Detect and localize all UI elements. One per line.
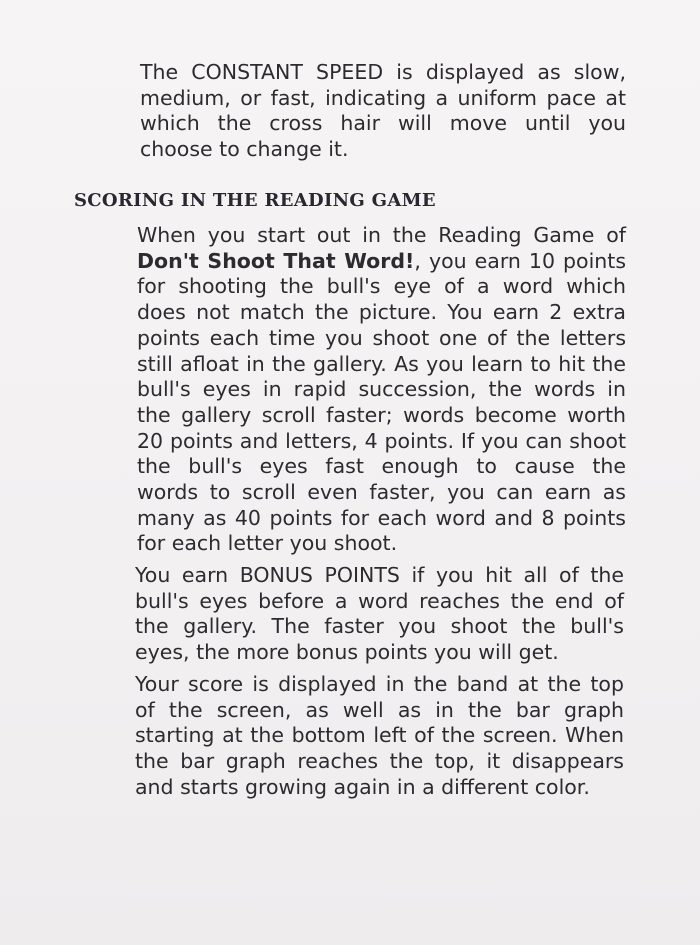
text-fragment: , you earn 10 points xyxy=(414,248,627,273)
text-line: still afloat in the gallery. As you learn to hit the xyxy=(137,351,626,376)
text-line: bull's eyes in rapid succession, the words in xyxy=(137,377,626,402)
text-line: the bull's eyes fast enough to cause the xyxy=(137,454,626,479)
text-line: words to scroll even faster, you can earn as xyxy=(137,480,626,505)
score-display-paragraph xyxy=(135,672,624,801)
text-line: the gallery. The faster you shoot the bull's xyxy=(135,614,624,639)
text-line: medium, or fast, indicating a uniform pace at xyxy=(140,85,626,110)
text-line: starting at the bottom left of the screen. When xyxy=(135,723,624,748)
text-line: for each letter you shoot. xyxy=(137,531,398,556)
text-line: When you start out in the Reading Game of xyxy=(137,223,626,247)
section-heading: SCORING IN THE READING GAME xyxy=(74,190,436,211)
text-line: for shooting the bull's eye of a word which xyxy=(137,274,626,299)
text-line: You earn BONUS POINTS if you hit all of the xyxy=(135,563,624,587)
constant-speed-paragraph xyxy=(140,60,626,163)
text-line: the gallery scroll faster; words become worth xyxy=(137,402,626,427)
text-line: choose to change it. xyxy=(140,137,349,162)
text-line: of the screen, as well as in the bar graph xyxy=(135,697,624,722)
bonus-points-paragraph xyxy=(135,563,624,666)
text-line: Your score is displayed in the band at the top xyxy=(135,672,624,696)
text-line: and starts growing again in a different color. xyxy=(135,774,590,799)
text-line: The CONSTANT SPEED is displayed as slow, xyxy=(140,60,626,84)
scoring-paragraph xyxy=(137,223,626,557)
text-line: eyes, the more bonus points you will get. xyxy=(135,640,559,665)
text-line: 20 points and letters, 4 points. If you can shoot xyxy=(137,428,626,453)
text-line: bull's eyes before a word reaches the end of xyxy=(135,588,624,613)
text-line: does not match the picture. You earn 2 extra xyxy=(137,300,626,325)
text-line xyxy=(137,249,626,275)
text-line: many as 40 points for each word and 8 points xyxy=(137,505,626,530)
game-title: Don't Shoot That Word! xyxy=(137,248,415,273)
text-line: which the cross hair will move until you xyxy=(140,111,626,136)
text-line: the bar graph reaches the top, it disappears xyxy=(135,749,624,774)
text-line: points each time you shoot one of the letters xyxy=(137,325,626,350)
